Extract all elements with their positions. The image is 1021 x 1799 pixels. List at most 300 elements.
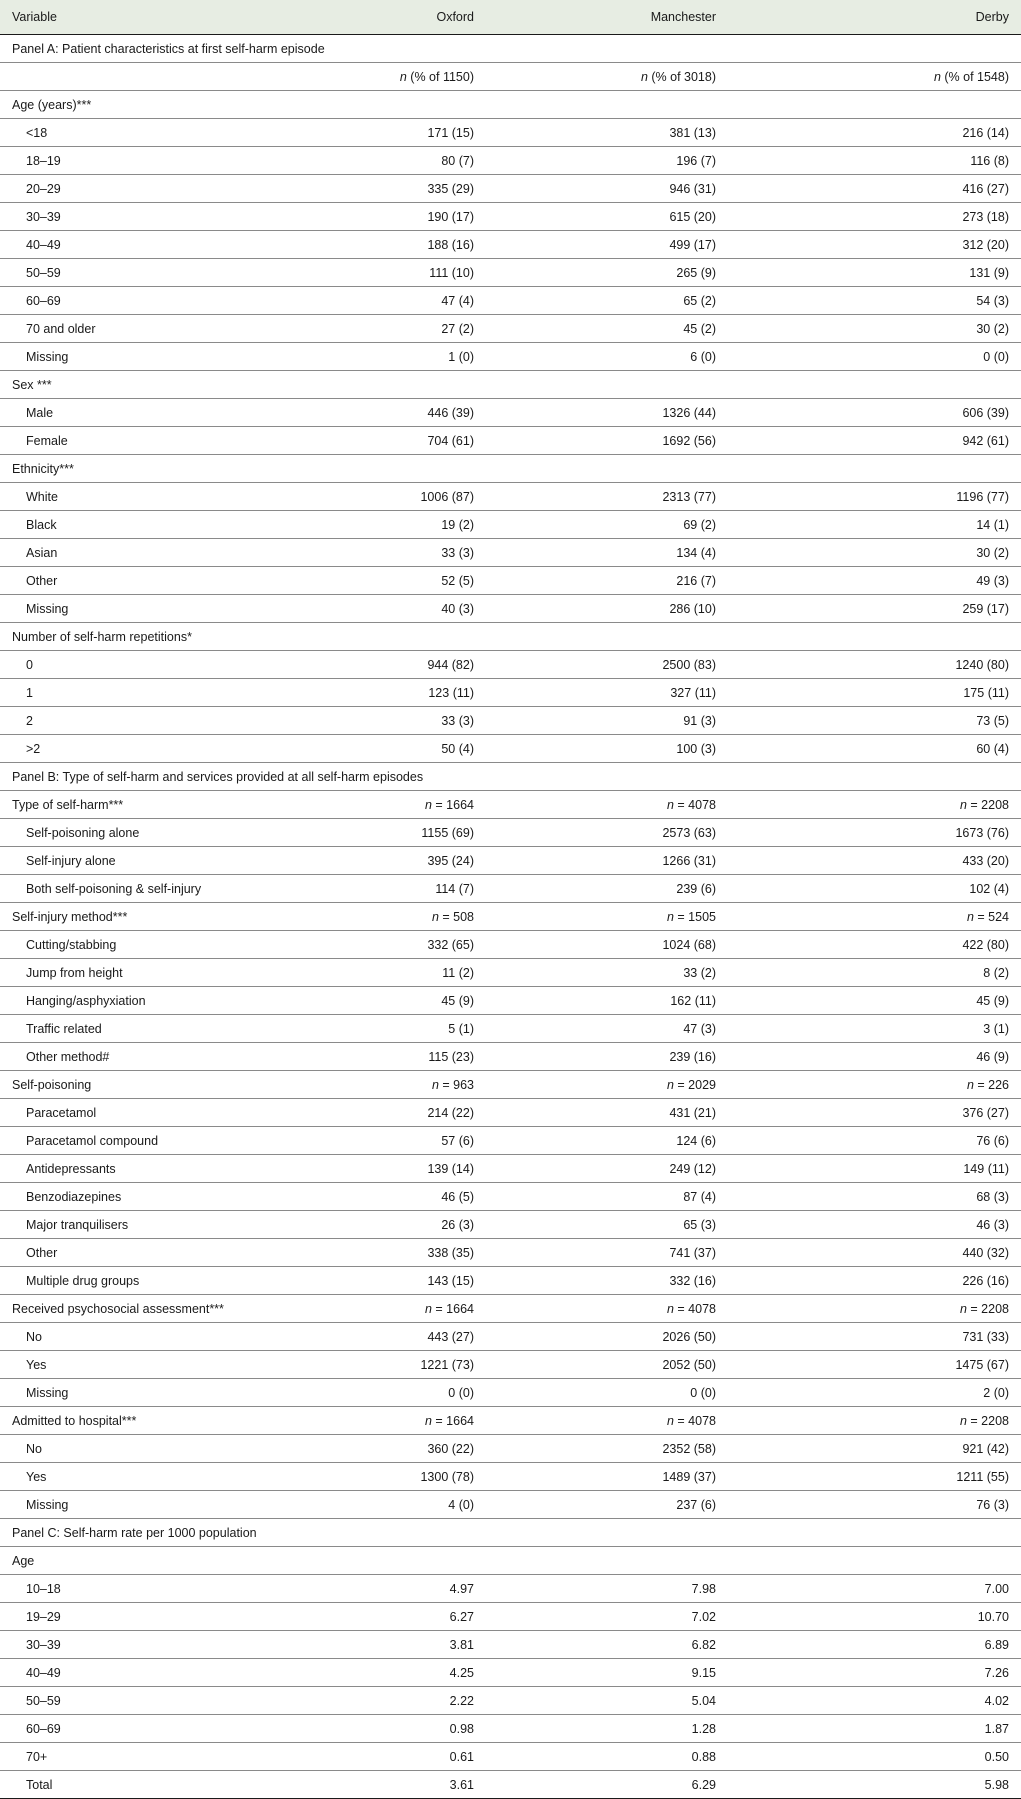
- cell-oxford: [309, 791, 486, 819]
- cell-oxford: 26 (3): [309, 1211, 486, 1239]
- cell-derby: 942 (61): [728, 427, 1021, 455]
- n-value: = 2208: [966, 1413, 1009, 1428]
- cell-derby: [728, 1071, 1021, 1099]
- cell-manchester: 0 (0): [486, 1379, 728, 1407]
- table-row: [0, 399, 1021, 427]
- row-label: Multiple drug groups: [0, 1267, 309, 1295]
- cell-derby: 376 (27): [728, 1099, 1021, 1127]
- table-row: [0, 959, 1021, 987]
- cell-manchester: 1326 (44): [486, 399, 728, 427]
- row-label: Traffic related: [0, 1015, 309, 1043]
- n-value: = 1664: [431, 797, 474, 812]
- table-row: [0, 511, 1021, 539]
- cell-oxford: 47 (4): [309, 287, 486, 315]
- cell-derby: 1211 (55): [728, 1463, 1021, 1491]
- cell-derby: 216 (14): [728, 119, 1021, 147]
- cell-manchester: [486, 455, 728, 483]
- table-row: [0, 1491, 1021, 1519]
- row-label: Admitted to hospital***: [0, 1407, 309, 1435]
- n-symbol: n: [399, 69, 407, 84]
- n-symbol: n: [666, 909, 674, 924]
- cell-oxford: 1006 (87): [309, 483, 486, 511]
- cell-manchester: 45 (2): [486, 315, 728, 343]
- cell-manchester: [486, 1295, 728, 1323]
- table-row: [0, 1015, 1021, 1043]
- cell-derby: [728, 1407, 1021, 1435]
- cell-manchester: 237 (6): [486, 1491, 728, 1519]
- cell-oxford: [309, 1071, 486, 1099]
- group-heading-row: [0, 455, 1021, 483]
- cell-manchester: 332 (16): [486, 1267, 728, 1295]
- cell-derby: [728, 1547, 1021, 1575]
- cell-oxford: 6.27: [309, 1603, 486, 1631]
- cell-derby: 14 (1): [728, 511, 1021, 539]
- cell-manchester: 0.88: [486, 1743, 728, 1771]
- row-label: 30–39: [0, 1631, 309, 1659]
- n-symbol: n: [666, 797, 674, 812]
- cell-oxford: 115 (23): [309, 1043, 486, 1071]
- row-label: Jump from height: [0, 959, 309, 987]
- cell-manchester: [486, 1071, 728, 1099]
- n-value: = 2208: [966, 797, 1009, 812]
- row-label: 2: [0, 707, 309, 735]
- cell-manchester: 216 (7): [486, 567, 728, 595]
- header-variable: Variable: [0, 0, 309, 35]
- cell-derby: 416 (27): [728, 175, 1021, 203]
- cell-manchester: 286 (10): [486, 595, 728, 623]
- cell-derby: 4.02: [728, 1687, 1021, 1715]
- row-label: [0, 63, 309, 91]
- cell-derby: 7.26: [728, 1659, 1021, 1687]
- cell-oxford: 360 (22): [309, 1435, 486, 1463]
- cell-derby: 2 (0): [728, 1379, 1021, 1407]
- cell-oxford: 111 (10): [309, 259, 486, 287]
- row-label: 60–69: [0, 1715, 309, 1743]
- cell-manchester: 1489 (37): [486, 1463, 728, 1491]
- cell-oxford: 1221 (73): [309, 1351, 486, 1379]
- n-symbol: n: [959, 797, 967, 812]
- cell-manchester: 327 (11): [486, 679, 728, 707]
- cell-manchester: 134 (4): [486, 539, 728, 567]
- table-row: [0, 651, 1021, 679]
- row-label: Missing: [0, 1491, 309, 1519]
- cell-derby: 131 (9): [728, 259, 1021, 287]
- table-row: [0, 567, 1021, 595]
- cell-oxford: 0 (0): [309, 1379, 486, 1407]
- row-label: 40–49: [0, 231, 309, 259]
- table-row: [0, 1099, 1021, 1127]
- cell-oxford: 4.97: [309, 1575, 486, 1603]
- table-row: [0, 1267, 1021, 1295]
- row-label: White: [0, 483, 309, 511]
- row-label: Major tranquilisers: [0, 1211, 309, 1239]
- table-row: [0, 931, 1021, 959]
- cell-oxford: 335 (29): [309, 175, 486, 203]
- cell-manchester: [486, 1547, 728, 1575]
- table-row: [0, 1155, 1021, 1183]
- row-label: Asian: [0, 539, 309, 567]
- cell-manchester: 239 (6): [486, 875, 728, 903]
- row-label: Other method#: [0, 1043, 309, 1071]
- cell-derby: 312 (20): [728, 231, 1021, 259]
- table-row: [0, 1211, 1021, 1239]
- table-row: [0, 1043, 1021, 1071]
- row-label: Received psychosocial assessment***: [0, 1295, 309, 1323]
- cell-oxford: 57 (6): [309, 1127, 486, 1155]
- cell-oxford: 2.22: [309, 1687, 486, 1715]
- row-label: Black: [0, 511, 309, 539]
- cell-manchester: 1024 (68): [486, 931, 728, 959]
- cell-derby: 46 (3): [728, 1211, 1021, 1239]
- cell-manchester: 2573 (63): [486, 819, 728, 847]
- cell-manchester: 6.29: [486, 1771, 728, 1799]
- cell-manchester: [486, 903, 728, 931]
- cell-derby: 6.89: [728, 1631, 1021, 1659]
- cell-oxford: [309, 1295, 486, 1323]
- table-row: [0, 707, 1021, 735]
- table-row: [0, 259, 1021, 287]
- table-row: [0, 1463, 1021, 1491]
- cell-manchester: 2313 (77): [486, 483, 728, 511]
- cell-manchester: 2052 (50): [486, 1351, 728, 1379]
- n-value: = 963: [438, 1077, 474, 1092]
- cell-derby: 5.98: [728, 1771, 1021, 1799]
- table-row: [0, 1323, 1021, 1351]
- cell-derby: 0 (0): [728, 343, 1021, 371]
- cell-derby: [728, 371, 1021, 399]
- group-heading-row: [0, 791, 1021, 819]
- n-symbol: n: [666, 1413, 674, 1428]
- cell-manchester: [486, 371, 728, 399]
- row-label: 50–59: [0, 1687, 309, 1715]
- cell-oxford: [309, 91, 486, 119]
- row-label: Yes: [0, 1463, 309, 1491]
- cell-oxford: 19 (2): [309, 511, 486, 539]
- row-label: 10–18: [0, 1575, 309, 1603]
- panel-heading-row: [0, 1519, 1021, 1547]
- row-label: No: [0, 1323, 309, 1351]
- n-symbol: n: [640, 69, 648, 84]
- cell-manchester: [486, 63, 728, 91]
- row-label: Age (years)***: [0, 91, 309, 119]
- cell-derby: 149 (11): [728, 1155, 1021, 1183]
- table-row: [0, 1687, 1021, 1715]
- n-symbol: n: [666, 1077, 674, 1092]
- cell-oxford: 1300 (78): [309, 1463, 486, 1491]
- row-label: 60–69: [0, 287, 309, 315]
- row-label: Self-poisoning: [0, 1071, 309, 1099]
- cell-derby: 226 (16): [728, 1267, 1021, 1295]
- table-header-row: [0, 0, 1021, 35]
- panel-label: Panel B: Type of self-harm and services provided at all self-harm episodes: [0, 763, 1021, 791]
- cell-derby: 731 (33): [728, 1323, 1021, 1351]
- table-row: [0, 1127, 1021, 1155]
- table-row: [0, 1435, 1021, 1463]
- cell-oxford: 944 (82): [309, 651, 486, 679]
- group-heading-row: [0, 63, 1021, 91]
- n-value: (% of 1548): [940, 69, 1009, 84]
- cell-manchester: 7.02: [486, 1603, 728, 1631]
- cell-oxford: 171 (15): [309, 119, 486, 147]
- n-value: = 1505: [673, 909, 716, 924]
- cell-manchester: 1.28: [486, 1715, 728, 1743]
- cell-manchester: 5.04: [486, 1687, 728, 1715]
- cell-oxford: 46 (5): [309, 1183, 486, 1211]
- row-label: Other: [0, 567, 309, 595]
- table-row: [0, 875, 1021, 903]
- cell-manchester: 6.82: [486, 1631, 728, 1659]
- group-heading-row: [0, 91, 1021, 119]
- cell-manchester: 615 (20): [486, 203, 728, 231]
- cell-derby: 60 (4): [728, 735, 1021, 763]
- n-symbol: n: [959, 1301, 967, 1316]
- cell-oxford: 52 (5): [309, 567, 486, 595]
- cell-derby: [728, 1295, 1021, 1323]
- group-heading-row: [0, 1407, 1021, 1435]
- cell-derby: 921 (42): [728, 1435, 1021, 1463]
- n-symbol: n: [933, 69, 941, 84]
- cell-oxford: 139 (14): [309, 1155, 486, 1183]
- cell-oxford: 4 (0): [309, 1491, 486, 1519]
- cell-oxford: 27 (2): [309, 315, 486, 343]
- cell-derby: [728, 791, 1021, 819]
- cell-derby: 49 (3): [728, 567, 1021, 595]
- table-row: [0, 483, 1021, 511]
- row-label: >2: [0, 735, 309, 763]
- cell-derby: 175 (11): [728, 679, 1021, 707]
- cell-derby: 1240 (80): [728, 651, 1021, 679]
- cell-oxford: [309, 903, 486, 931]
- cell-oxford: 45 (9): [309, 987, 486, 1015]
- n-value: = 4078: [673, 1301, 716, 1316]
- row-label: 19–29: [0, 1603, 309, 1631]
- row-label: Missing: [0, 1379, 309, 1407]
- cell-manchester: 196 (7): [486, 147, 728, 175]
- table-row: [0, 1239, 1021, 1267]
- cell-manchester: 162 (11): [486, 987, 728, 1015]
- panel-label: Panel C: Self-harm rate per 1000 population: [0, 1519, 1021, 1547]
- cell-manchester: 265 (9): [486, 259, 728, 287]
- n-value: = 508: [438, 909, 474, 924]
- table-row: [0, 231, 1021, 259]
- table-row: [0, 427, 1021, 455]
- cell-derby: [728, 63, 1021, 91]
- table-row: [0, 819, 1021, 847]
- row-label: 70+: [0, 1743, 309, 1771]
- row-label: No: [0, 1435, 309, 1463]
- n-symbol: n: [424, 797, 432, 812]
- group-heading-row: [0, 623, 1021, 651]
- cell-derby: 7.00: [728, 1575, 1021, 1603]
- cell-oxford: 332 (65): [309, 931, 486, 959]
- cell-manchester: 87 (4): [486, 1183, 728, 1211]
- cell-oxford: 123 (11): [309, 679, 486, 707]
- cell-oxford: 443 (27): [309, 1323, 486, 1351]
- table-row: [0, 539, 1021, 567]
- cell-oxford: 395 (24): [309, 847, 486, 875]
- n-symbol: n: [431, 909, 439, 924]
- cell-oxford: 1155 (69): [309, 819, 486, 847]
- n-symbol: n: [424, 1413, 432, 1428]
- cell-oxford: 214 (22): [309, 1099, 486, 1127]
- cell-oxford: [309, 623, 486, 651]
- cell-derby: 0.50: [728, 1743, 1021, 1771]
- table-row: [0, 1183, 1021, 1211]
- cell-derby: 116 (8): [728, 147, 1021, 175]
- row-label: 30–39: [0, 203, 309, 231]
- group-heading-row: [0, 1295, 1021, 1323]
- cell-manchester: 65 (2): [486, 287, 728, 315]
- table-row: [0, 315, 1021, 343]
- cell-manchester: 47 (3): [486, 1015, 728, 1043]
- cell-manchester: [486, 791, 728, 819]
- cell-manchester: [486, 1407, 728, 1435]
- cell-manchester: 7.98: [486, 1575, 728, 1603]
- n-value: = 2029: [673, 1077, 716, 1092]
- row-label: Paracetamol compound: [0, 1127, 309, 1155]
- n-symbol: n: [966, 909, 974, 924]
- cell-oxford: 190 (17): [309, 203, 486, 231]
- row-label: Male: [0, 399, 309, 427]
- n-value: (% of 3018): [647, 69, 716, 84]
- cell-derby: 73 (5): [728, 707, 1021, 735]
- row-label: Paracetamol: [0, 1099, 309, 1127]
- cell-oxford: 0.98: [309, 1715, 486, 1743]
- cell-derby: 1673 (76): [728, 819, 1021, 847]
- n-symbol: n: [431, 1077, 439, 1092]
- cell-derby: 102 (4): [728, 875, 1021, 903]
- table-row: [0, 147, 1021, 175]
- cell-derby: 10.70: [728, 1603, 1021, 1631]
- table-row: [0, 1379, 1021, 1407]
- cell-oxford: [309, 63, 486, 91]
- cell-manchester: [486, 623, 728, 651]
- group-heading-row: [0, 903, 1021, 931]
- n-symbol: n: [966, 1077, 974, 1092]
- n-value: = 226: [973, 1077, 1009, 1092]
- cell-oxford: 114 (7): [309, 875, 486, 903]
- n-value: (% of 1150): [406, 69, 474, 84]
- cell-manchester: 69 (2): [486, 511, 728, 539]
- cell-oxford: 188 (16): [309, 231, 486, 259]
- table-row: [0, 595, 1021, 623]
- row-label: Self-injury alone: [0, 847, 309, 875]
- group-heading-row: [0, 1071, 1021, 1099]
- table-row: [0, 1715, 1021, 1743]
- table-row: [0, 1351, 1021, 1379]
- cell-derby: 45 (9): [728, 987, 1021, 1015]
- cell-derby: 440 (32): [728, 1239, 1021, 1267]
- n-value: = 4078: [673, 1413, 716, 1428]
- table-row: [0, 1659, 1021, 1687]
- cell-oxford: 33 (3): [309, 707, 486, 735]
- cell-derby: 30 (2): [728, 315, 1021, 343]
- table-body: [0, 35, 1021, 1799]
- cell-oxford: [309, 1547, 486, 1575]
- row-label: 0: [0, 651, 309, 679]
- row-label: Female: [0, 427, 309, 455]
- cell-manchester: 124 (6): [486, 1127, 728, 1155]
- cell-manchester: 2500 (83): [486, 651, 728, 679]
- cell-oxford: 4.25: [309, 1659, 486, 1687]
- row-label: Missing: [0, 595, 309, 623]
- cell-oxford: 338 (35): [309, 1239, 486, 1267]
- cell-manchester: 431 (21): [486, 1099, 728, 1127]
- table-row: [0, 1603, 1021, 1631]
- row-label: Benzodiazepines: [0, 1183, 309, 1211]
- cell-derby: 1475 (67): [728, 1351, 1021, 1379]
- row-label: Both self-poisoning & self-injury: [0, 875, 309, 903]
- cell-derby: 76 (3): [728, 1491, 1021, 1519]
- cell-manchester: 2352 (58): [486, 1435, 728, 1463]
- header-oxford: Oxford: [309, 0, 486, 35]
- n-value: = 1664: [431, 1301, 474, 1316]
- n-symbol: n: [959, 1413, 967, 1428]
- cell-oxford: 50 (4): [309, 735, 486, 763]
- cell-derby: 3 (1): [728, 1015, 1021, 1043]
- row-label: Self-injury method***: [0, 903, 309, 931]
- cell-derby: [728, 903, 1021, 931]
- cell-oxford: 3.61: [309, 1771, 486, 1799]
- n-symbol: n: [424, 1301, 432, 1316]
- cell-derby: 76 (6): [728, 1127, 1021, 1155]
- cell-manchester: 239 (16): [486, 1043, 728, 1071]
- cell-manchester: 381 (13): [486, 119, 728, 147]
- table-row: [0, 343, 1021, 371]
- row-label: Sex ***: [0, 371, 309, 399]
- row-label: Other: [0, 1239, 309, 1267]
- cell-manchester: [486, 91, 728, 119]
- cell-derby: 30 (2): [728, 539, 1021, 567]
- row-label: Missing: [0, 343, 309, 371]
- panel-heading-row: [0, 763, 1021, 791]
- cell-oxford: 11 (2): [309, 959, 486, 987]
- row-label: 50–59: [0, 259, 309, 287]
- row-label: <18: [0, 119, 309, 147]
- cell-derby: 1196 (77): [728, 483, 1021, 511]
- cell-derby: [728, 91, 1021, 119]
- table-row: [0, 847, 1021, 875]
- cell-derby: 1.87: [728, 1715, 1021, 1743]
- cell-derby: 8 (2): [728, 959, 1021, 987]
- row-label: Age: [0, 1547, 309, 1575]
- cell-derby: 54 (3): [728, 287, 1021, 315]
- table-row: [0, 1743, 1021, 1771]
- cell-manchester: 91 (3): [486, 707, 728, 735]
- cell-manchester: 1692 (56): [486, 427, 728, 455]
- row-label: Cutting/stabbing: [0, 931, 309, 959]
- group-heading-row: [0, 371, 1021, 399]
- header-derby: Derby: [728, 0, 1021, 35]
- row-label: 1: [0, 679, 309, 707]
- table-row: [0, 1575, 1021, 1603]
- cell-oxford: 3.81: [309, 1631, 486, 1659]
- cell-derby: [728, 455, 1021, 483]
- row-label: Number of self-harm repetitions*: [0, 623, 309, 651]
- cell-manchester: 100 (3): [486, 735, 728, 763]
- cell-manchester: 65 (3): [486, 1211, 728, 1239]
- cell-derby: 422 (80): [728, 931, 1021, 959]
- cell-derby: 273 (18): [728, 203, 1021, 231]
- panel-label: Panel A: Patient characteristics at first self-harm episode: [0, 35, 1021, 63]
- n-symbol: n: [666, 1301, 674, 1316]
- table-row: [0, 119, 1021, 147]
- row-label: 40–49: [0, 1659, 309, 1687]
- cell-manchester: 6 (0): [486, 343, 728, 371]
- cell-manchester: 9.15: [486, 1659, 728, 1687]
- cell-oxford: 80 (7): [309, 147, 486, 175]
- cell-manchester: 499 (17): [486, 231, 728, 259]
